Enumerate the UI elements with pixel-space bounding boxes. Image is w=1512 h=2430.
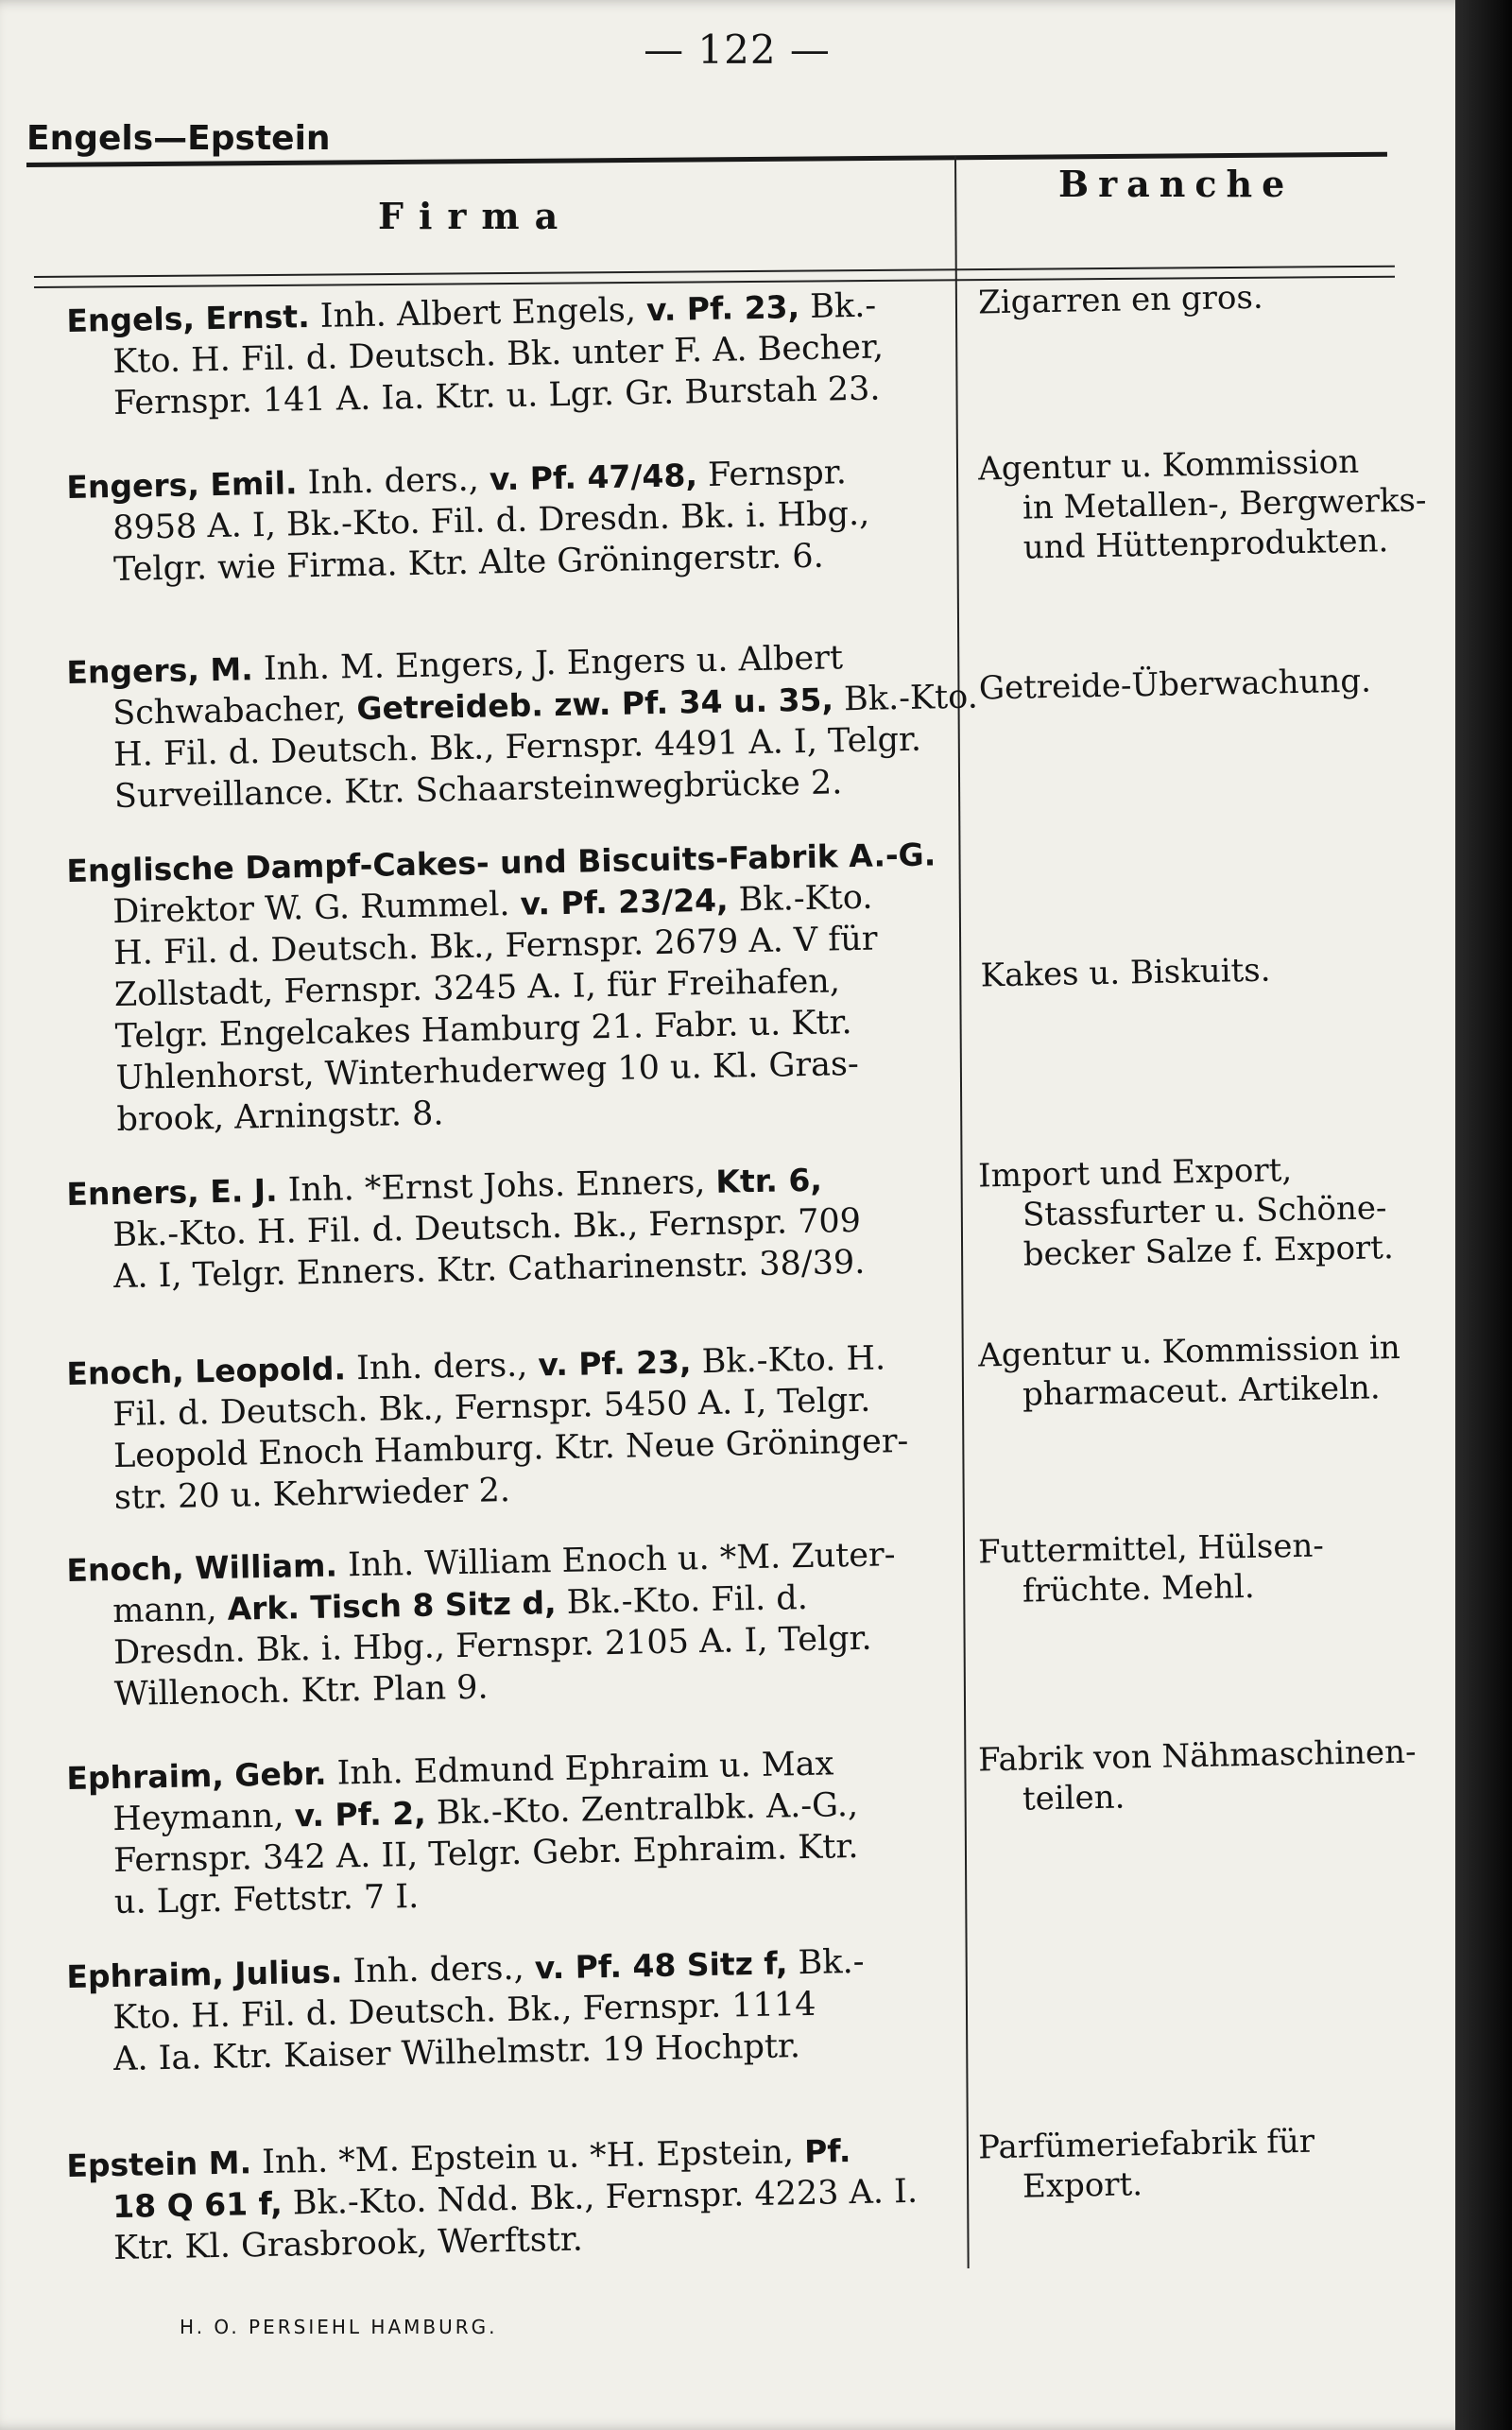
entry-text: Inh. ders., [341, 1949, 536, 1991]
firm-name: Enoch, William. [66, 1546, 338, 1589]
entry-text: 8958 A. I, Bk.-Kto. Fil. d. Dresdn. Bk. i. Hbg., [112, 494, 870, 548]
branche-line: Agentur u. Kommission in [977, 1328, 1401, 1375]
entry-text: Bk.-Kto. H. Fil. d. Deutsch. Bk., Fernspr. 709 [112, 1201, 862, 1255]
entry-branche [978, 2118, 1471, 2207]
entry-firma [66, 1939, 975, 2081]
entry-text: Telgr. wie Firma. Ktr. Alte Gröningerstr. 6. [112, 537, 825, 590]
entry-text: H. Fil. d. Deutsch. Bk., Fernspr. 4491 A. I, Telgr. [112, 720, 922, 775]
entry-text: A. Ia. Ktr. Kaiser Wilhelmstr. 19 Hochptr. [112, 2027, 801, 2079]
entry-text: Kto. H. Fil. d. Deutsch. Bk. unter F. A. Becher, [112, 328, 885, 382]
directory-entry [66, 1147, 1465, 1297]
page-number: — 122 — [644, 26, 831, 73]
entry-text: Dresdn. Bk. i. Hbg., Fernspr. 2105 A. I, Telgr. [112, 1619, 872, 1673]
entry-firma [66, 1533, 976, 1716]
entry-firma [66, 1741, 976, 1924]
entry-branche [979, 659, 1471, 708]
branche-line: becker Salze f. Export. [1022, 1229, 1395, 1274]
entry-text: Inh. M. Engers, J. Engers u. Albert [252, 639, 844, 689]
entry-text: Surveillance. Ktr. Schaarsteinwegbrücke 2. [113, 764, 843, 817]
firm-name: Engels, Ernst. [66, 298, 311, 339]
entry-text: Direktor W. G. Rummel. [112, 885, 521, 932]
directory-entry [66, 2119, 1465, 2268]
entry-text: Ktr. Kl. Grasbrook, Werftstr. [112, 2220, 584, 2268]
branche-line: Getreide-Überwachung. [978, 662, 1372, 708]
branche-line: Stassfurter u. Schöne- [1022, 1189, 1387, 1234]
entry-text: Bk.-Kto. [833, 678, 979, 719]
entry-text: Bk.- [799, 286, 877, 327]
entry-text: Inh. William Enoch u. *M. Zuter- [336, 1536, 896, 1585]
entry-text: Schwabacher, [112, 690, 357, 733]
entry-text: Inh. Albert Engels, [309, 291, 647, 336]
entry-text: Inh. *Ernst Johs. Enners, [277, 1163, 716, 1210]
entry-text: Bk.-Kto. Fil. d. [556, 1578, 809, 1623]
firm-name: Ephraim, Gebr. [66, 1754, 327, 1797]
entry-branche [978, 273, 1470, 322]
firm-name: Englische Dampf-Cakes- und Biscuits-Fabrik A.-G. [66, 836, 936, 889]
entry-text: Telgr. Engelcakes Hamburg 21. Fabr. u. Ktr. [114, 1004, 852, 1057]
entry-text: Bk.-Kto. Zentralbk. A.-G., [425, 1785, 859, 1833]
bold-location: v. Pf. 23, [645, 288, 800, 329]
entry-firma [66, 834, 979, 1142]
entry-text: Fernspr. [696, 454, 848, 495]
entry-text: Leopold Enoch Hamburg. Ktr. Neue Gröninger- [112, 1422, 909, 1476]
directory-entry [66, 1524, 1465, 1715]
entry-branche [980, 946, 1472, 995]
firm-name: Engers, Emil. [66, 464, 298, 506]
branche-line: Import und Export, [977, 1151, 1293, 1196]
bold-location: v. Pf. 2, [294, 1794, 427, 1835]
entry-text: Zollstadt, Fernspr. 3245 A. I, für Freihafen, [113, 962, 841, 1015]
entry-text: Fernspr. 342 A. II, Telgr. Gebr. Ephraim. Ktr. [112, 1827, 859, 1881]
entry-firma [66, 635, 979, 819]
entry-text: Bk.-Kto. Ndd. Bk., Fernspr. 4223 A. I. [282, 2172, 919, 2223]
entry-text: Inh. Edmund Ephraim u. Max [326, 1745, 834, 1793]
column-header-firma: Firma [378, 195, 574, 237]
directory-entry [66, 1732, 1465, 1922]
entry-text: Heymann, [112, 1797, 296, 1839]
bold-location: v. Pf. 47/48, [489, 457, 698, 498]
entry-firma [66, 1157, 975, 1299]
entry-branche [978, 1146, 1471, 1275]
entry-text: Inh. ders., [345, 1346, 539, 1388]
entry-branche [978, 1523, 1471, 1611]
entry-branche [978, 1731, 1471, 1819]
branche-line: Futtermittel, Hülsen- [977, 1526, 1325, 1572]
branche-line: Export. [1022, 2165, 1143, 2206]
directory-entry [66, 1930, 1465, 2079]
firm-name: Engers, M. [66, 650, 254, 691]
entry-text: Uhlenhorst, Winterhuderweg 10 u. Kl. Gras- [115, 1044, 860, 1098]
directory-entry [66, 274, 1465, 423]
firm-name: Ephraim, Julius. [66, 1953, 343, 1995]
entry-text: Fil. d. Deutsch. Bk., Fernspr. 5450 A. I, Telgr. [112, 1381, 871, 1435]
bold-location: Getreideb. zw. Pf. 34 u. 35, [356, 681, 834, 728]
entry-text: str. 20 u. Kehrwieder 2. [113, 1472, 511, 1518]
branche-line: Agentur u. Kommission [977, 442, 1360, 489]
branche-line: pharmaceut. Artikeln. [1022, 1369, 1382, 1414]
branche-line: und Hüttenprodukten. [1022, 522, 1389, 567]
entry-branche [978, 1326, 1471, 1415]
entry-text: H. Fil. d. Deutsch. Bk., Fernspr. 2679 A. V für [112, 920, 878, 974]
entry-text: u. Lgr. Fettstr. 7 I. [113, 1877, 420, 1922]
branche-line: in Metallen-, Bergwerks- [1022, 481, 1427, 527]
directory-entry [66, 440, 1465, 590]
branche-line: teilen. [1022, 1778, 1125, 1818]
entry-text: Fernspr. 141 A. Ia. Ktr. u. Lgr. Gr. Burstah 23. [112, 370, 881, 423]
bold-location: v. Pf. 23/24, [520, 881, 729, 922]
entry-branche [978, 439, 1471, 568]
entry-text: Inh. *M. Epstein u. *H. Epstein, [250, 2133, 805, 2182]
bold-location: v. Pf. 23, [538, 1343, 692, 1384]
entry-firma [66, 1336, 976, 1520]
branche-line: Kakes u. Biskuits. [980, 951, 1271, 995]
firm-name: Enoch, Leopold. [66, 1350, 347, 1392]
entry-text: Kto. H. Fil. d. Deutsch. Bk., Fernspr. 1114 [112, 1985, 816, 2038]
branche-line: früchte. Mehl. [1022, 1567, 1255, 1611]
branche-line: Fabrik von Nähmaschinen- [977, 1732, 1417, 1780]
firm-name: Enners, E. J. [66, 1171, 278, 1213]
entry-firma [66, 284, 975, 425]
firm-name: Epstein M. [66, 2144, 252, 2184]
running-head: Engels—Epstein [26, 119, 331, 158]
column-header-branche: Branche [1058, 163, 1295, 205]
entry-text: Inh. ders., [297, 460, 490, 503]
scan-edge [1455, 0, 1512, 2430]
branche-line: Parfümeriefabrik für [977, 2122, 1315, 2167]
printer-imprint: H. O. PERSIEHL HAMBURG. [180, 2316, 498, 2338]
bold-location: Pf. [803, 2132, 851, 2171]
entry-text: brook, Arningstr. 8. [116, 1094, 444, 1140]
directory-entry [66, 1327, 1465, 1518]
entry-text: Willenoch. Ktr. Plan 9. [113, 1668, 489, 1715]
directory-entry [66, 824, 1465, 1140]
bold-location: Ark. Tisch 8 Sitz d, [227, 1584, 557, 1628]
entry-firma [66, 450, 975, 592]
entry-text: mann, [112, 1590, 229, 1631]
entry-text: Bk.-Kto. [728, 878, 873, 920]
entry-text: A. I, Telgr. Enners. Ktr. Catharinenstr. 38/39. [112, 1243, 866, 1297]
entry-text: Bk.- [787, 1942, 865, 1983]
bold-location: v. Pf. 48 Sitz f, [534, 1944, 788, 1987]
entry-text: Bk.-Kto. H. [691, 1339, 886, 1382]
directory-entry [66, 626, 1465, 817]
branche-line: Zigarren en gros. [977, 278, 1263, 322]
entry-firma [66, 2128, 975, 2270]
bold-location: 18 Q 61 f, [112, 2184, 284, 2226]
bold-location: Ktr. 6, [715, 1161, 823, 1200]
